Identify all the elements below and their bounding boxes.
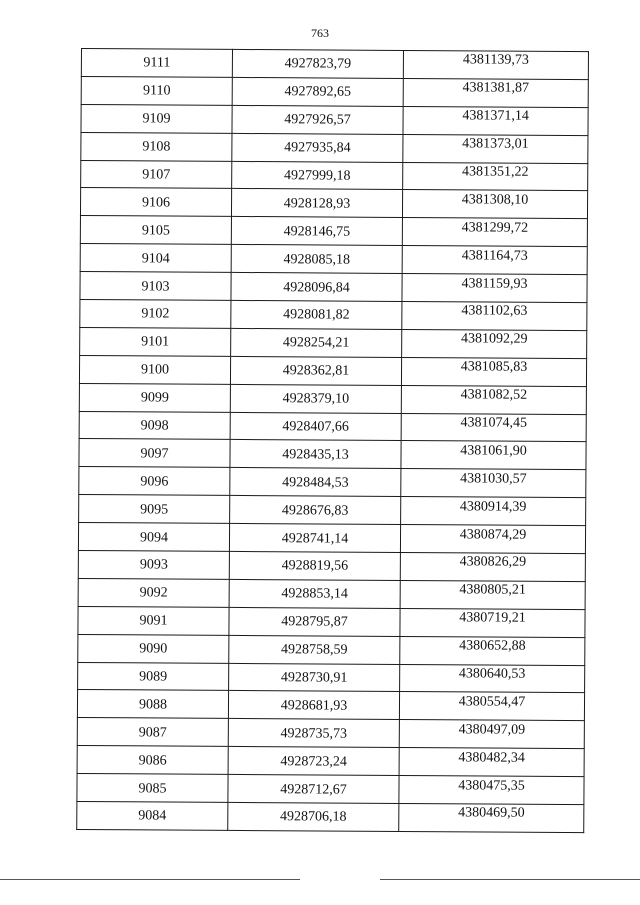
table-row bbox=[79, 467, 586, 498]
x-coordinate-cell bbox=[231, 245, 402, 274]
x-coordinate-value: 4928681,93 bbox=[280, 698, 348, 714]
point-id-cell bbox=[79, 355, 230, 384]
point-id-cell bbox=[81, 49, 232, 78]
x-coordinate-value: 4928730,91 bbox=[280, 670, 348, 686]
point-id-value: 9105 bbox=[141, 223, 170, 239]
table-row bbox=[80, 244, 587, 275]
table-row bbox=[77, 746, 584, 777]
y-coordinate-cell bbox=[399, 692, 584, 721]
y-coordinate-cell bbox=[401, 385, 586, 414]
point-id-value: 9107 bbox=[142, 167, 171, 183]
y-coordinate-value: 4381299,72 bbox=[461, 220, 529, 236]
x-coordinate-value: 4928407,66 bbox=[282, 419, 349, 435]
table-row bbox=[77, 690, 584, 721]
y-coordinate-cell bbox=[402, 329, 587, 358]
x-coordinate-cell bbox=[228, 747, 399, 776]
y-coordinate-value: 4381061,90 bbox=[460, 443, 527, 459]
y-coordinate-cell bbox=[401, 413, 586, 442]
x-coordinate-value: 4928081,82 bbox=[283, 307, 350, 324]
x-coordinate-value: 4928723,24 bbox=[280, 753, 347, 770]
x-coordinate-value: 4928096,84 bbox=[283, 279, 350, 296]
y-coordinate-cell bbox=[401, 497, 586, 526]
point-id-value: 9101 bbox=[141, 334, 170, 350]
x-coordinate-value: 4927926,57 bbox=[284, 112, 351, 128]
point-id-value: 9098 bbox=[140, 418, 169, 434]
point-id-value: 9088 bbox=[138, 697, 168, 713]
y-coordinate-cell bbox=[400, 664, 585, 693]
y-coordinate-value: 4380482,34 bbox=[458, 750, 525, 766]
table-row bbox=[79, 411, 586, 442]
table-row bbox=[78, 634, 585, 665]
point-id-cell bbox=[81, 160, 232, 189]
point-id-cell bbox=[79, 495, 230, 524]
point-id-value: 9099 bbox=[140, 390, 169, 406]
y-coordinate-value: 4380497,09 bbox=[458, 722, 526, 738]
point-id-cell bbox=[78, 523, 229, 552]
point-id-value: 9085 bbox=[138, 780, 167, 797]
x-coordinate-value: 4927823,79 bbox=[284, 56, 352, 73]
table-row bbox=[79, 383, 586, 414]
table-row bbox=[78, 662, 585, 693]
y-coordinate-cell bbox=[402, 274, 587, 303]
x-coordinate-cell bbox=[232, 133, 403, 162]
y-coordinate-value: 4381092,29 bbox=[460, 331, 528, 348]
y-coordinate-cell bbox=[400, 525, 585, 554]
x-coordinate-cell bbox=[232, 161, 403, 190]
x-coordinate-cell bbox=[231, 189, 402, 218]
point-id-cell bbox=[78, 578, 229, 607]
x-coordinate-cell bbox=[228, 775, 399, 804]
x-coordinate-value: 4928819,56 bbox=[281, 558, 349, 575]
x-coordinate-value: 4928735,73 bbox=[280, 726, 348, 742]
y-coordinate-value: 4381164,73 bbox=[461, 248, 528, 264]
y-coordinate-cell bbox=[402, 218, 587, 247]
bottom-scan-line-left bbox=[0, 879, 300, 880]
point-id-value: 9084 bbox=[138, 808, 167, 825]
point-id-value: 9108 bbox=[142, 139, 171, 155]
y-coordinate-cell bbox=[403, 78, 588, 107]
y-coordinate-cell bbox=[403, 162, 588, 191]
point-id-value: 9090 bbox=[139, 641, 168, 657]
y-coordinate-value: 4381139,73 bbox=[462, 52, 529, 69]
x-coordinate-cell bbox=[231, 300, 402, 329]
y-coordinate-value: 4380826,29 bbox=[459, 554, 527, 571]
y-coordinate-value: 4381373,01 bbox=[462, 136, 529, 152]
point-id-value: 9111 bbox=[143, 55, 171, 71]
table-row bbox=[80, 327, 587, 358]
y-coordinate-value: 4380640,53 bbox=[458, 666, 526, 682]
point-id-cell bbox=[77, 802, 228, 831]
x-coordinate-value: 4928741,14 bbox=[281, 530, 349, 547]
x-coordinate-value: 4928128,93 bbox=[283, 196, 351, 212]
coordinates-table bbox=[76, 48, 589, 833]
y-coordinate-cell bbox=[401, 357, 586, 386]
point-id-cell bbox=[77, 774, 228, 803]
y-coordinate-value: 4380475,35 bbox=[458, 777, 525, 794]
y-coordinate-value: 4381381,87 bbox=[462, 80, 530, 97]
x-coordinate-cell bbox=[232, 77, 403, 106]
table-row bbox=[80, 216, 587, 247]
x-coordinate-cell bbox=[231, 217, 402, 246]
y-coordinate-value: 4380914,39 bbox=[459, 499, 527, 515]
y-coordinate-cell bbox=[400, 608, 585, 637]
x-coordinate-value: 4928379,10 bbox=[282, 391, 350, 407]
y-coordinate-value: 4381082,52 bbox=[460, 387, 528, 403]
table-row bbox=[78, 606, 585, 637]
x-coordinate-value: 4928795,87 bbox=[281, 614, 348, 630]
x-coordinate-value: 4927892,65 bbox=[284, 84, 352, 100]
point-id-cell bbox=[78, 606, 229, 635]
point-id-cell bbox=[78, 634, 229, 663]
y-coordinate-cell bbox=[401, 441, 586, 470]
y-coordinate-value: 4381371,14 bbox=[462, 108, 529, 124]
x-coordinate-value: 4928676,83 bbox=[281, 502, 349, 519]
table-row bbox=[79, 439, 586, 470]
x-coordinate-cell bbox=[230, 468, 401, 497]
point-id-value: 9097 bbox=[140, 446, 169, 462]
bottom-scan-line-right bbox=[380, 879, 640, 880]
point-id-value: 9086 bbox=[138, 753, 167, 769]
y-coordinate-cell bbox=[399, 804, 584, 833]
point-id-value: 9089 bbox=[139, 669, 168, 685]
y-coordinate-cell bbox=[399, 748, 584, 777]
point-id-value: 9102 bbox=[141, 306, 170, 322]
point-id-cell bbox=[80, 216, 231, 245]
point-id-value: 9106 bbox=[142, 195, 171, 211]
y-coordinate-value: 4380554,47 bbox=[458, 694, 526, 710]
point-id-cell bbox=[78, 662, 229, 691]
point-id-value: 9110 bbox=[142, 83, 171, 99]
table-row bbox=[78, 578, 585, 609]
point-id-value: 9087 bbox=[138, 725, 167, 741]
point-id-value: 9096 bbox=[140, 474, 169, 490]
y-coordinate-value: 4380805,21 bbox=[459, 582, 526, 599]
point-id-value: 9103 bbox=[141, 278, 170, 295]
table-row bbox=[80, 272, 587, 303]
point-id-cell bbox=[78, 551, 229, 580]
table-row bbox=[81, 104, 588, 135]
table-row bbox=[79, 355, 586, 386]
table-row bbox=[81, 76, 588, 107]
bottom-scan-line bbox=[0, 879, 640, 880]
y-coordinate-value: 4381085,83 bbox=[460, 359, 528, 375]
x-coordinate-cell bbox=[232, 49, 403, 78]
table-row bbox=[78, 523, 585, 554]
x-coordinate-cell bbox=[229, 551, 400, 580]
table-row bbox=[77, 802, 584, 833]
y-coordinate-cell bbox=[403, 106, 588, 135]
x-coordinate-value: 4928362,81 bbox=[282, 363, 350, 379]
y-coordinate-cell bbox=[400, 552, 585, 581]
x-coordinate-cell bbox=[230, 412, 401, 441]
y-coordinate-value: 4381074,45 bbox=[460, 415, 528, 431]
x-coordinate-value: 4927999,18 bbox=[283, 168, 351, 184]
x-coordinate-cell bbox=[230, 440, 401, 469]
table-row bbox=[79, 495, 586, 526]
x-coordinate-cell bbox=[228, 719, 399, 748]
point-id-value: 9095 bbox=[140, 502, 169, 518]
y-coordinate-cell bbox=[400, 580, 585, 609]
y-coordinate-cell bbox=[401, 469, 586, 498]
x-coordinate-value: 4928706,18 bbox=[280, 809, 347, 826]
y-coordinate-value: 4381351,22 bbox=[461, 164, 529, 180]
x-coordinate-cell bbox=[232, 105, 403, 134]
y-coordinate-cell bbox=[402, 301, 587, 330]
x-coordinate-cell bbox=[229, 635, 400, 664]
x-coordinate-value: 4928435,13 bbox=[282, 447, 349, 463]
x-coordinate-value: 4927935,84 bbox=[284, 140, 351, 156]
x-coordinate-value: 4928853,14 bbox=[281, 586, 348, 602]
point-id-cell bbox=[80, 244, 231, 273]
point-id-cell bbox=[79, 439, 230, 468]
point-id-cell bbox=[81, 76, 232, 105]
point-id-cell bbox=[77, 718, 228, 747]
table-row bbox=[80, 300, 587, 331]
point-id-value: 9094 bbox=[139, 529, 169, 546]
x-coordinate-cell bbox=[229, 607, 400, 636]
x-coordinate-value: 4928254,21 bbox=[282, 335, 350, 351]
point-id-value: 9091 bbox=[139, 613, 168, 629]
point-id-cell bbox=[80, 272, 231, 301]
point-id-cell bbox=[77, 690, 228, 719]
table-row bbox=[81, 160, 588, 191]
x-coordinate-value: 4928484,53 bbox=[282, 475, 349, 491]
point-id-value: 9104 bbox=[141, 251, 170, 267]
x-coordinate-value: 4928146,75 bbox=[283, 224, 351, 240]
y-coordinate-cell bbox=[403, 50, 588, 79]
point-id-value: 9100 bbox=[140, 362, 170, 378]
point-id-value: 9109 bbox=[142, 111, 171, 127]
y-coordinate-cell bbox=[402, 246, 587, 275]
y-coordinate-cell bbox=[403, 134, 588, 163]
y-coordinate-value: 4381308,10 bbox=[461, 192, 529, 208]
point-id-cell bbox=[79, 411, 230, 440]
x-coordinate-cell bbox=[231, 328, 402, 357]
table-row bbox=[81, 49, 588, 80]
point-id-cell bbox=[80, 327, 231, 356]
point-id-cell bbox=[79, 383, 230, 412]
table-body bbox=[77, 49, 589, 833]
x-coordinate-value: 4928758,59 bbox=[281, 642, 348, 658]
y-coordinate-value: 4380719,21 bbox=[459, 610, 526, 626]
y-coordinate-cell bbox=[399, 776, 584, 805]
table-row bbox=[80, 188, 587, 219]
table-row bbox=[81, 132, 588, 163]
y-coordinate-value: 4380469,50 bbox=[458, 805, 525, 822]
page-number: 763 bbox=[311, 26, 329, 40]
y-coordinate-cell bbox=[400, 636, 585, 665]
y-coordinate-cell bbox=[399, 720, 584, 749]
x-coordinate-value: 4928085,18 bbox=[283, 251, 351, 268]
point-id-value: 9092 bbox=[139, 585, 168, 601]
point-id-cell bbox=[81, 104, 232, 133]
x-coordinate-cell bbox=[228, 802, 399, 831]
coordinates-table-container bbox=[76, 48, 585, 833]
x-coordinate-value: 4928712,67 bbox=[280, 781, 347, 798]
x-coordinate-cell bbox=[230, 356, 401, 385]
x-coordinate-cell bbox=[228, 691, 399, 720]
y-coordinate-value: 4380874,29 bbox=[459, 526, 527, 543]
x-coordinate-cell bbox=[231, 273, 402, 302]
x-coordinate-cell bbox=[230, 496, 401, 525]
point-id-cell bbox=[80, 188, 231, 217]
x-coordinate-cell bbox=[229, 524, 400, 553]
table-row bbox=[77, 718, 584, 749]
x-coordinate-cell bbox=[230, 384, 401, 413]
y-coordinate-value: 4380652,88 bbox=[459, 638, 526, 654]
y-coordinate-value: 4381159,93 bbox=[461, 275, 528, 292]
point-id-cell bbox=[77, 746, 228, 775]
point-id-value: 9093 bbox=[139, 557, 168, 574]
y-coordinate-cell bbox=[402, 190, 587, 219]
x-coordinate-cell bbox=[229, 663, 400, 692]
y-coordinate-value: 4381102,63 bbox=[461, 303, 528, 320]
y-coordinate-value: 4381030,57 bbox=[460, 471, 527, 487]
point-id-cell bbox=[81, 132, 232, 161]
point-id-cell bbox=[79, 467, 230, 496]
table-row bbox=[77, 774, 584, 805]
table-row bbox=[78, 551, 585, 582]
x-coordinate-cell bbox=[229, 579, 400, 608]
point-id-cell bbox=[80, 300, 231, 329]
